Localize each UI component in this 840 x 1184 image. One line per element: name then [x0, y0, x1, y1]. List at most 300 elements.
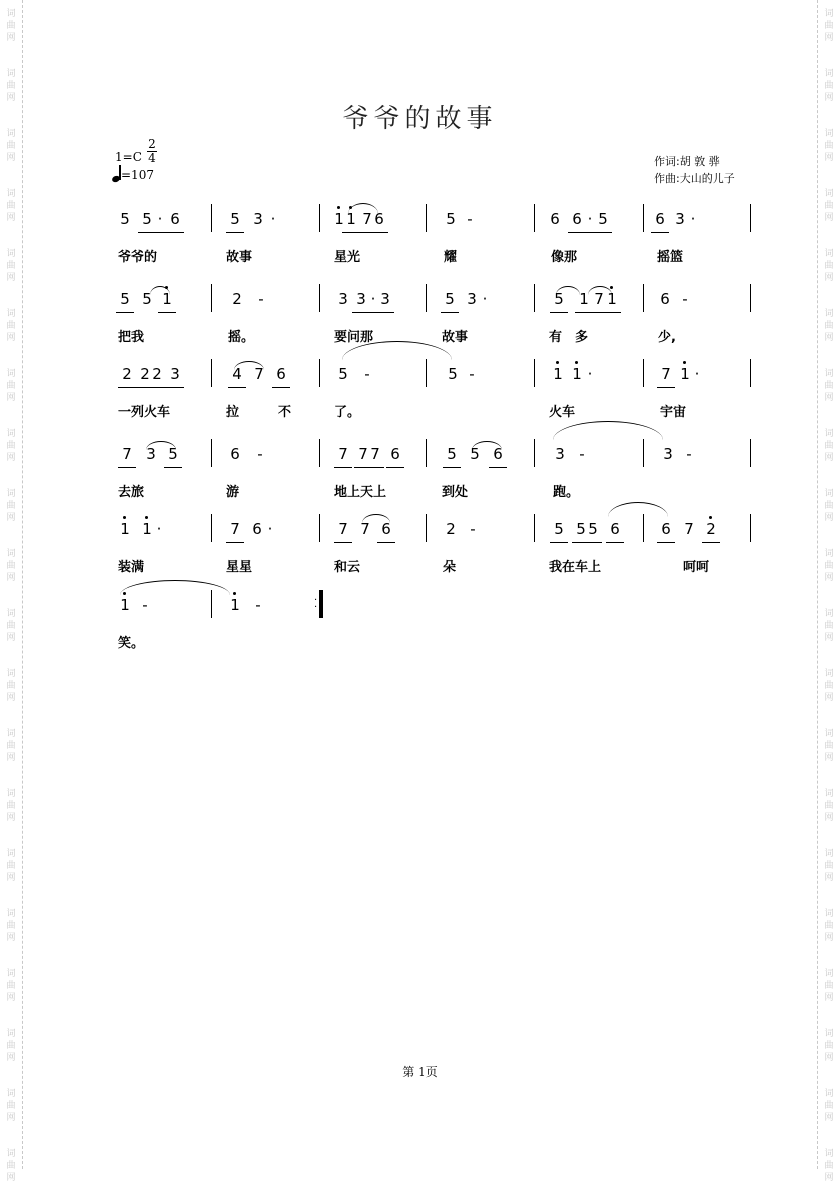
barline	[319, 359, 320, 387]
high-octave-dot	[709, 516, 712, 519]
watermark-mark	[3, 1148, 19, 1184]
watermark-mark	[821, 488, 837, 524]
watermark-char: 曲	[824, 921, 834, 931]
note: 3	[663, 445, 673, 463]
note: ·	[267, 520, 273, 538]
watermark-char: 网	[824, 993, 834, 1003]
watermark-char: 曲	[6, 921, 16, 931]
watermark-char: 曲	[6, 21, 16, 31]
watermark-char: 网	[824, 513, 834, 523]
time-signature-bottom: 4	[148, 151, 156, 165]
note: -	[579, 445, 585, 463]
watermark-char: 网	[6, 1113, 16, 1123]
watermark-char: 曲	[824, 201, 834, 211]
watermark-char: 词	[6, 969, 16, 979]
time-signature	[147, 138, 157, 165]
watermark-char: 词	[6, 429, 16, 439]
watermark-char: 曲	[6, 561, 16, 571]
barline	[643, 204, 644, 232]
watermark-mark	[821, 548, 837, 584]
key-signature: 1=C	[115, 150, 142, 164]
note: 1	[228, 596, 242, 614]
note: 3	[146, 445, 156, 463]
watermark-mark	[3, 8, 19, 44]
note: 5	[118, 290, 132, 308]
barline	[211, 359, 212, 387]
note: -	[257, 445, 263, 463]
barline	[643, 439, 644, 467]
barline	[750, 284, 751, 312]
notes-line	[108, 512, 768, 546]
watermark-mark	[821, 788, 837, 824]
watermark-mark	[821, 848, 837, 884]
watermark-mark	[3, 428, 19, 464]
watermark-char: 网	[6, 273, 16, 283]
watermark-char: 曲	[6, 801, 16, 811]
composer-credit: 作曲:大山的儿子	[654, 172, 735, 185]
watermark-char: 网	[6, 693, 16, 703]
watermark-char: 词	[824, 129, 834, 139]
watermark-char: 网	[6, 1173, 16, 1183]
note: 1	[577, 290, 591, 308]
watermark-char: 词	[6, 129, 16, 139]
note: 5	[120, 210, 130, 228]
watermark-mark	[3, 788, 19, 824]
watermark-char: 曲	[824, 141, 834, 151]
slur	[146, 441, 176, 450]
note: ·	[482, 290, 488, 308]
note: ·	[583, 210, 597, 228]
watermark-char: 曲	[6, 81, 16, 91]
watermark-char: 曲	[824, 441, 834, 451]
note: 1	[570, 365, 584, 383]
lyric: 要问那	[334, 330, 374, 345]
note: 2	[704, 520, 718, 538]
watermark-mark	[3, 1088, 19, 1124]
lyric: 不	[278, 405, 292, 420]
lyric: 跑。	[553, 485, 580, 500]
watermark-char: 网	[6, 813, 16, 823]
note: 6	[550, 210, 560, 228]
watermark-char: 词	[824, 489, 834, 499]
note: 7	[120, 445, 134, 463]
repeat-sign: · ·	[314, 595, 318, 613]
watermark-char: 网	[6, 1053, 16, 1063]
barline	[211, 439, 212, 467]
watermark-char: 曲	[6, 501, 16, 511]
note: -	[467, 210, 473, 228]
watermark-mark	[821, 428, 837, 464]
notes-line	[108, 357, 768, 391]
barline	[319, 204, 320, 232]
barline	[643, 284, 644, 312]
note: -	[470, 520, 476, 538]
watermark-mark	[3, 848, 19, 884]
watermark-char: 网	[824, 333, 834, 343]
note: 6	[252, 520, 262, 538]
barline	[319, 439, 320, 467]
high-octave-dot	[683, 361, 686, 364]
watermark-char: 词	[6, 669, 16, 679]
notes-line	[108, 588, 768, 622]
barline	[426, 359, 427, 387]
watermark-char: 词	[824, 549, 834, 559]
note: ·	[153, 210, 167, 228]
note: 3	[338, 290, 348, 308]
lyric: 了。	[334, 405, 361, 420]
watermark-mark	[821, 8, 837, 44]
watermark-mark	[821, 908, 837, 944]
watermark-char: 曲	[824, 1161, 834, 1171]
watermark-mark	[3, 608, 19, 644]
watermark-char: 词	[6, 9, 16, 19]
watermark-char: 词	[6, 189, 16, 199]
watermark-char: 网	[824, 213, 834, 223]
note: 2	[138, 365, 152, 383]
barline	[643, 359, 644, 387]
note: 7	[356, 445, 370, 463]
note: 6	[570, 210, 584, 228]
high-octave-dot	[556, 361, 559, 364]
watermark-char: 网	[824, 693, 834, 703]
lyricist-credit: 作词:胡 敦 骅	[654, 155, 720, 168]
lyric: 多	[575, 330, 589, 345]
lyric: 少,	[658, 330, 676, 345]
note: 5	[446, 210, 456, 228]
watermark-char: 网	[6, 33, 16, 43]
note: 4	[230, 365, 244, 383]
watermark-mark	[821, 188, 837, 224]
note: 1	[160, 290, 174, 308]
high-octave-dot	[233, 592, 236, 595]
watermark-char: 词	[824, 1089, 834, 1099]
watermark-char: 网	[6, 633, 16, 643]
slur	[472, 441, 502, 450]
watermark-char: 网	[6, 753, 16, 763]
watermark-char: 网	[824, 273, 834, 283]
watermark-char: 曲	[6, 1161, 16, 1171]
note: 5	[443, 290, 457, 308]
watermark-char: 网	[824, 633, 834, 643]
watermark-char: 曲	[6, 1041, 16, 1051]
watermark-char: 曲	[6, 741, 16, 751]
lyric: 爷爷的	[118, 250, 158, 265]
watermark-char: 曲	[824, 261, 834, 271]
watermark-char: 曲	[824, 21, 834, 31]
note: -	[142, 596, 148, 614]
watermark-char: 曲	[6, 321, 16, 331]
watermark-char: 曲	[824, 681, 834, 691]
watermark-char: 曲	[6, 441, 16, 451]
note: 5	[338, 365, 348, 383]
note: 5	[586, 520, 600, 538]
watermark-mark	[3, 728, 19, 764]
note: -	[255, 596, 261, 614]
note: 3	[354, 290, 368, 308]
watermark-char: 曲	[824, 501, 834, 511]
note: 2	[120, 365, 134, 383]
watermark-mark	[821, 1028, 837, 1064]
watermark-char: 词	[6, 1089, 16, 1099]
watermark-char: 曲	[6, 1101, 16, 1111]
watermark-char: 网	[6, 993, 16, 1003]
high-octave-dot	[145, 516, 148, 519]
watermark-mark	[821, 368, 837, 404]
watermark-char: 曲	[824, 861, 834, 871]
note: 2	[446, 520, 456, 538]
tempo-value: =107	[121, 168, 154, 182]
note: 1	[332, 210, 346, 228]
note: -	[258, 290, 264, 308]
lyric: 宇宙	[660, 405, 687, 420]
lyric: 呵呵	[683, 560, 710, 575]
watermark-mark	[821, 608, 837, 644]
right-margin	[817, 0, 840, 1183]
note: 5	[552, 290, 566, 308]
note: 3	[675, 210, 685, 228]
note: -	[469, 365, 475, 383]
final-barline	[320, 590, 323, 618]
slur	[234, 361, 264, 370]
page-title: 爷爷的故事	[342, 104, 498, 134]
note: 7	[659, 365, 673, 383]
watermark-char: 曲	[6, 681, 16, 691]
slur	[553, 421, 663, 440]
note: 1	[551, 365, 565, 383]
watermark-char: 词	[6, 369, 16, 379]
watermark-mark	[3, 548, 19, 584]
watermark-char: 曲	[6, 261, 16, 271]
note: ·	[587, 365, 593, 383]
watermark-char: 词	[824, 969, 834, 979]
watermark-char: 曲	[824, 1101, 834, 1111]
barline	[426, 284, 427, 312]
watermark-char: 词	[6, 69, 16, 79]
watermark-char: 词	[824, 429, 834, 439]
note: ·	[694, 365, 700, 383]
watermark-mark	[3, 308, 19, 344]
watermark-char: 词	[824, 669, 834, 679]
high-octave-dot	[337, 206, 340, 209]
watermark-char: 网	[824, 453, 834, 463]
note: 3	[555, 445, 565, 463]
barline	[426, 204, 427, 232]
barline	[534, 359, 535, 387]
lyric: 拉	[226, 405, 240, 420]
slur	[362, 514, 390, 523]
note: 1	[605, 290, 619, 308]
watermark-char: 词	[6, 1029, 16, 1039]
lyric: 地上天上	[334, 485, 387, 500]
note: ·	[270, 210, 276, 228]
watermark-char: 网	[6, 153, 16, 163]
slur	[120, 580, 230, 595]
watermark-char: 网	[824, 1173, 834, 1183]
watermark-mark	[3, 368, 19, 404]
watermark-char: 网	[824, 33, 834, 43]
watermark-char: 网	[824, 393, 834, 403]
watermark-mark	[821, 308, 837, 344]
barline	[534, 284, 535, 312]
note: 5	[596, 210, 610, 228]
watermark-mark	[3, 248, 19, 284]
watermark-char: 词	[824, 69, 834, 79]
lyric: 像那	[551, 250, 578, 265]
watermark-char: 网	[824, 1113, 834, 1123]
watermark-char: 曲	[824, 81, 834, 91]
left-margin	[0, 0, 23, 1183]
note: 1	[140, 520, 154, 538]
watermark-char: 词	[824, 849, 834, 859]
lyric: 和云	[334, 560, 361, 575]
slur	[556, 286, 580, 295]
barline	[750, 514, 751, 542]
note: 6	[388, 445, 402, 463]
lyric: 耀	[444, 250, 458, 265]
note: 1	[344, 210, 358, 228]
note: 7	[684, 520, 694, 538]
note: 6	[660, 290, 670, 308]
note: ·	[156, 520, 162, 538]
note: 6	[168, 210, 182, 228]
time-signature-top: 2	[148, 137, 156, 151]
note: 6	[372, 210, 386, 228]
barline	[534, 439, 535, 467]
note: ·	[366, 290, 380, 308]
watermark-char: 网	[6, 393, 16, 403]
note: 5	[574, 520, 588, 538]
note: 3	[253, 210, 263, 228]
watermark-mark	[821, 968, 837, 1004]
watermark-char: 网	[6, 453, 16, 463]
watermark-mark	[821, 1088, 837, 1124]
watermark-char: 网	[824, 813, 834, 823]
watermark-char: 词	[824, 1029, 834, 1039]
note: 7	[254, 365, 264, 383]
watermark-char: 词	[6, 789, 16, 799]
watermark-mark	[821, 1148, 837, 1184]
watermark-char: 词	[824, 249, 834, 259]
lyric: 游	[226, 485, 240, 500]
watermark-char: 词	[6, 609, 16, 619]
watermark-char: 词	[6, 549, 16, 559]
slur	[608, 502, 668, 517]
note: 3	[467, 290, 477, 308]
note: 5	[470, 445, 480, 463]
note: 1	[118, 596, 132, 614]
note: 7	[592, 290, 606, 308]
high-octave-dot	[575, 361, 578, 364]
watermark-mark	[3, 908, 19, 944]
barline	[319, 284, 320, 312]
notes-line	[108, 282, 768, 316]
note: 7	[336, 520, 350, 538]
watermark-char: 词	[6, 729, 16, 739]
watermark-char: 网	[6, 513, 16, 523]
note: 5	[166, 445, 180, 463]
barline	[426, 514, 427, 542]
note: 7	[360, 520, 370, 538]
watermark-char: 词	[824, 729, 834, 739]
watermark-char: 词	[824, 1149, 834, 1159]
note: -	[682, 290, 688, 308]
watermark-mark	[3, 1028, 19, 1064]
note: 7	[368, 445, 382, 463]
barline	[750, 204, 751, 232]
barline	[534, 514, 535, 542]
note: -	[686, 445, 692, 463]
barline	[750, 359, 751, 387]
lyric: 笑。	[118, 636, 145, 651]
lyric: 装满	[118, 560, 145, 575]
watermark-char: 词	[824, 189, 834, 199]
slur	[348, 203, 378, 214]
watermark-char: 词	[824, 909, 834, 919]
tempo-marking	[112, 165, 154, 183]
watermark-char: 网	[6, 933, 16, 943]
quarter-note-icon	[112, 165, 121, 183]
lyric: 去旅	[118, 485, 145, 500]
watermark-char: 曲	[824, 381, 834, 391]
watermark-mark	[3, 668, 19, 704]
lyric: 有	[549, 330, 563, 345]
watermark-char: 词	[6, 309, 16, 319]
watermark-char: 曲	[824, 321, 834, 331]
watermark-char: 曲	[824, 801, 834, 811]
notes-line	[108, 437, 768, 471]
watermark-char: 曲	[6, 381, 16, 391]
note: 1	[118, 520, 132, 538]
lyric: 我在车上	[549, 560, 602, 575]
note: 2	[150, 365, 164, 383]
note: 7	[228, 520, 242, 538]
note: 7	[336, 445, 350, 463]
watermark-char: 网	[6, 573, 16, 583]
watermark-mark	[821, 668, 837, 704]
note: 6	[379, 520, 393, 538]
lyric: 故事	[442, 330, 469, 345]
note: 6	[653, 210, 667, 228]
watermark-char: 曲	[6, 861, 16, 871]
watermark-char: 网	[824, 753, 834, 763]
watermark-char: 曲	[824, 981, 834, 991]
barline	[643, 514, 644, 542]
watermark-mark	[821, 248, 837, 284]
watermark-char: 词	[6, 849, 16, 859]
barline	[426, 439, 427, 467]
watermark-char: 曲	[824, 741, 834, 751]
watermark-char: 词	[824, 789, 834, 799]
barline	[211, 514, 212, 542]
watermark-char: 词	[6, 1149, 16, 1159]
watermark-char: 网	[824, 573, 834, 583]
lyric: 故事	[226, 250, 253, 265]
watermark-char: 词	[6, 249, 16, 259]
note: 6	[659, 520, 673, 538]
note: 5	[445, 445, 459, 463]
watermark-char: 网	[824, 873, 834, 883]
note: 3	[168, 365, 182, 383]
lyric: 星星	[226, 560, 253, 575]
note: 5	[552, 520, 566, 538]
watermark-mark	[821, 728, 837, 764]
note: 6	[230, 445, 240, 463]
note: 5	[142, 290, 152, 308]
note: 1	[678, 365, 692, 383]
note: 5	[228, 210, 242, 228]
lyric: 火车	[549, 405, 576, 420]
watermark-char: 词	[824, 369, 834, 379]
